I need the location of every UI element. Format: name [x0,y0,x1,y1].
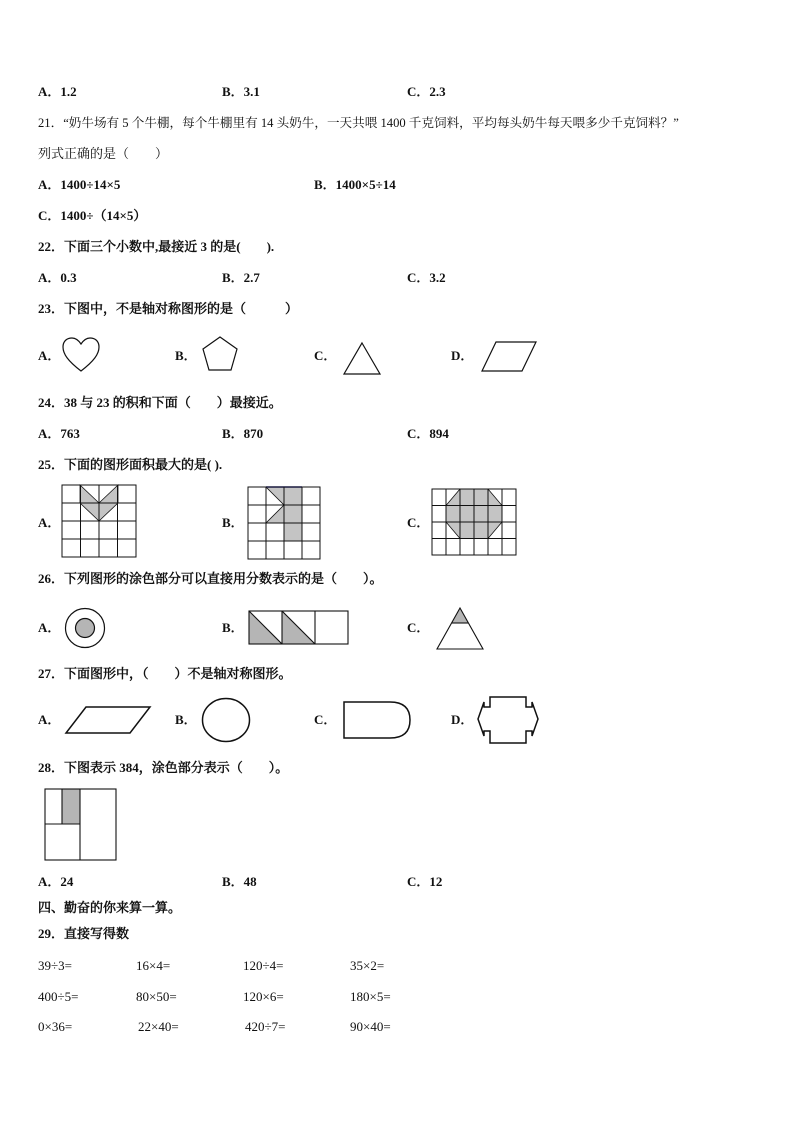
q24-option-b: B．870 [222,426,264,441]
calc-r3-c2: 22×40= [138,1019,179,1034]
q25-option-c: C． [407,515,430,530]
q25-stem: 25．下面的图形面积最大的是( ). [38,457,223,472]
parallelogram-figure [64,705,152,735]
q21-stem-2: 列式正确的是（ ） [38,146,169,161]
q21-stem: 21．“奶牛场有 5 个牛棚，每个牛棚里有 14 头奶牛，一天共喂 1400 千克饲料，平均每头奶牛每天喂多少千克饲料？” [38,116,679,130]
q28-stem: 28．下图表示 384，涂色部分表示（ ）。 [38,760,289,775]
calc-r2-c4: 180×5= [350,989,391,1004]
circle-figure [201,697,251,743]
calc-r1-c4: 35×2= [350,958,385,973]
q22-option-c: C．3.2 [407,270,446,285]
q28-option-a: A．24 [38,874,74,889]
calc-r1-c3: 120÷4= [243,958,284,973]
triangle-icon [342,342,382,376]
q21-option-a: A．1400÷14×5 [38,177,121,192]
q28-option-c: C．12 [407,874,443,889]
q27-option-a: A． [38,712,61,727]
q24-stem: 24．38 与 23 的积和下面（ ）最接近。 [38,395,282,410]
q26-option-a: A． [38,620,61,635]
q26-stem: 26．下列图形的涂色部分可以直接用分数表示的是（ ）。 [38,571,383,586]
q25-option-b: B． [222,515,244,530]
q22-stem: 22．下面三个小数中,最接近 3 的是( ). [38,239,275,254]
grid-figure-c [432,489,516,557]
q24-option-c: C．894 [407,426,449,441]
calc-r2-c3: 120×6= [243,989,284,1004]
q25-option-a: A． [38,515,61,530]
parallelogram-icon [480,341,538,373]
q26-option-b: B． [222,620,244,635]
calc-r3-c4: 90×40= [350,1019,391,1034]
q27-option-b: B． [175,712,197,727]
q26-option-c: C． [407,620,430,635]
calc-r2-c1: 400÷5= [38,989,79,1004]
heart-icon [62,337,100,373]
grid-figure-b [248,487,322,559]
q23-option-a: A． [38,348,61,363]
q20-option-b: B．3.1 [222,84,260,99]
q27-option-d: D． [451,712,474,727]
q22-option-b: B．2.7 [222,270,260,285]
calc-r3-c3: 420÷7= [245,1019,286,1034]
calc-r1-c2: 16×4= [136,958,171,973]
q23-option-d: D． [451,348,474,363]
bullet-shape-figure [342,700,412,740]
q27-option-c: C． [314,712,337,727]
section-four-title: 四、勤奋的你来算一算。 [38,900,182,915]
calc-r3-c1: 0×36= [38,1019,73,1034]
q23-option-b: B． [175,348,197,363]
calc-r2-c2: 80×50= [136,989,177,1004]
partition-square-figure [44,788,118,862]
q28-option-b: B．48 [222,874,257,889]
grid-figure-a [62,485,138,559]
q24-option-a: A．763 [38,426,80,441]
three-square-figure [248,610,350,646]
q20-option-a: A．1.2 [38,84,77,99]
q21-option-c: C．1400÷（14×5） [38,208,147,223]
q22-option-a: A．0.3 [38,270,77,285]
q23-stem: 23．下图中，不是轴对称图形的是（ ） [38,301,299,316]
shaded-triangle-figure [435,607,485,651]
q27-stem: 27．下面图形中，（ ）不是轴对称图形。 [38,666,292,681]
cross-arrow-figure [476,695,540,745]
q29-stem: 29．直接写得数 [38,926,130,941]
circle-ring-figure [64,607,106,649]
q21-option-b: B．1400×5÷14 [314,177,396,192]
q20-option-c: C．2.3 [407,84,446,99]
calc-r1-c1: 39÷3= [38,958,72,973]
pentagon-icon [201,336,239,372]
q23-option-c: C． [314,348,337,363]
